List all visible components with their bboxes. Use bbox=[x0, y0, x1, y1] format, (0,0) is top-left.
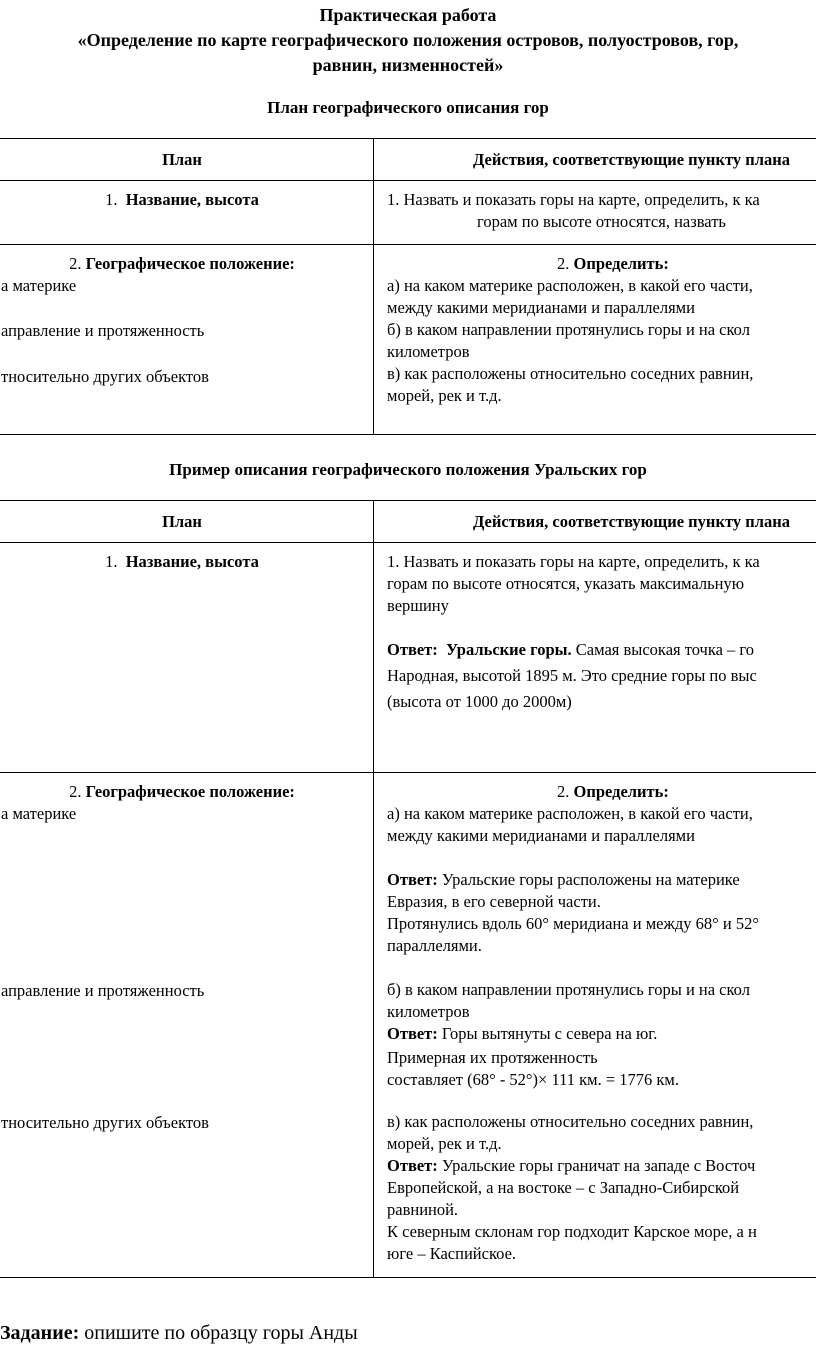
answer-text: Европейской, а на востоке – с Западно-Сибирской bbox=[387, 1178, 740, 1197]
determine-label: Определить: bbox=[573, 782, 669, 801]
header-plan: План bbox=[0, 501, 374, 543]
header-plan: План bbox=[0, 139, 374, 181]
answer-text: Народная, высотой 1895 м. Это средние горы по выс bbox=[387, 666, 757, 685]
header-actions: Действия, соответствующие пункту плана bbox=[374, 139, 816, 181]
action-text: в) как расположены относительно соседних равнин, bbox=[387, 1112, 754, 1131]
action-cell bbox=[374, 543, 816, 773]
table-row bbox=[0, 773, 816, 1278]
item-number: 1. bbox=[105, 552, 118, 571]
answer-text: Примерная их протяженность bbox=[387, 1048, 598, 1067]
action-text: б) в каком направлении протянулись горы и на скол bbox=[387, 320, 750, 339]
answer-title: Уральские горы. bbox=[446, 640, 572, 659]
action-cell bbox=[374, 181, 816, 245]
table-row bbox=[0, 245, 816, 435]
item-title: Название, высота bbox=[125, 190, 259, 209]
document-title bbox=[0, 3, 816, 78]
action-text: в) как расположены относительно соседних равнин, bbox=[387, 364, 754, 383]
plan-cell bbox=[0, 245, 374, 435]
plan-table bbox=[0, 138, 816, 435]
answer-label: Ответ: bbox=[387, 1156, 438, 1175]
example-heading: Пример описания географического положения Уральских гор bbox=[169, 460, 647, 479]
action-text: а) на каком материке расположен, в какой его части, bbox=[387, 804, 753, 823]
plan-subitem: аправление и протяженность bbox=[1, 321, 205, 340]
plan-subitem: аправление и протяженность bbox=[1, 981, 205, 1000]
answer-text: Уральские горы граничат на западе с Восточ bbox=[437, 1156, 756, 1175]
task-line bbox=[0, 1322, 358, 1345]
answer-label: Ответ: bbox=[387, 870, 438, 889]
action-cell bbox=[374, 245, 816, 435]
answer-text: параллелями. bbox=[387, 936, 482, 955]
answer-label: Ответ: bbox=[387, 640, 438, 659]
action-text: морей, рек и т.д. bbox=[387, 1134, 502, 1153]
answer-text: Уральские горы расположены на материке bbox=[437, 870, 740, 889]
plan-subitem: тносительно других объектов bbox=[1, 1113, 209, 1132]
table-row bbox=[0, 181, 816, 245]
task-label: Задание: bbox=[0, 1322, 80, 1344]
plan-subitem: тносительно других объектов bbox=[1, 367, 209, 386]
item-number: 2. bbox=[69, 254, 82, 273]
task-text: опишите по образцу горы Анды bbox=[79, 1322, 358, 1344]
answer-text: К северным склонам гор подходит Карское море, а н bbox=[387, 1222, 757, 1241]
answer-text: Протянулись вдоль 60° меридиана и между 68° и 52° bbox=[387, 914, 759, 933]
plan-cell bbox=[0, 773, 374, 1278]
table-header-row bbox=[0, 501, 816, 543]
plan-heading: План географического описания гор bbox=[267, 98, 549, 117]
action-text: б) в каком направлении протянулись горы и на скол bbox=[387, 980, 750, 999]
action-text: морей, рек и т.д. bbox=[387, 386, 502, 405]
item-number: 2. bbox=[69, 782, 82, 801]
action-text: между какими меридианами и параллелями bbox=[387, 826, 695, 845]
item-title: Географическое положение: bbox=[85, 782, 295, 801]
action-cell bbox=[374, 773, 816, 1278]
plan-cell bbox=[0, 181, 374, 245]
action-text: 1. Назвать и показать горы на карте, определить, к ка bbox=[387, 190, 760, 209]
plan-subitem: а материке bbox=[1, 804, 77, 823]
determine-label: Определить: bbox=[573, 254, 669, 273]
action-text: вершину bbox=[387, 596, 449, 615]
item-number: 2. bbox=[557, 782, 570, 801]
answer-text: юге – Каспийское. bbox=[387, 1244, 517, 1263]
title-line-3: равнин, низменностей» bbox=[312, 55, 504, 75]
answer-text: Горы вытянуты с севера на юг. bbox=[437, 1024, 658, 1043]
table-row bbox=[0, 543, 816, 773]
action-text: горам по высоте относятся, указать максимальную bbox=[387, 574, 745, 593]
item-number: 1. bbox=[105, 190, 118, 209]
table-header-row bbox=[0, 139, 816, 181]
action-text: между какими меридианами и параллелями bbox=[387, 298, 695, 317]
answer-text: составляет (68° - 52°)× 111 км. = 1776 км. bbox=[387, 1070, 679, 1089]
answer-text: равниной. bbox=[387, 1200, 459, 1219]
plan-cell bbox=[0, 543, 374, 773]
item-number: 2. bbox=[557, 254, 570, 273]
title-line-2: «Определение по карте географического положения островов, полуостровов, гор, bbox=[77, 30, 739, 50]
answer-label: Ответ: bbox=[387, 1024, 438, 1043]
title-line-1: Практическая работа bbox=[319, 5, 497, 25]
answer-text: (высота от 1000 до 2000м) bbox=[387, 692, 572, 711]
header-actions: Действия, соответствующие пункту плана bbox=[374, 501, 816, 543]
action-text: 1. Назвать и показать горы на карте, определить, к ка bbox=[387, 552, 760, 571]
action-text: а) на каком материке расположен, в какой его части, bbox=[387, 276, 753, 295]
item-title: Географическое положение: bbox=[85, 254, 295, 273]
answer-text: Самая высокая точка – го bbox=[571, 640, 755, 659]
plan-subitem: а материке bbox=[1, 276, 77, 295]
example-table bbox=[0, 500, 816, 1278]
action-text: километров bbox=[387, 1002, 470, 1021]
answer-text: Евразия, в его северной части. bbox=[387, 892, 601, 911]
item-title: Название, высота bbox=[125, 552, 259, 571]
action-text: километров bbox=[387, 342, 470, 361]
action-text: горам по высоте относятся, назвать bbox=[477, 212, 726, 231]
